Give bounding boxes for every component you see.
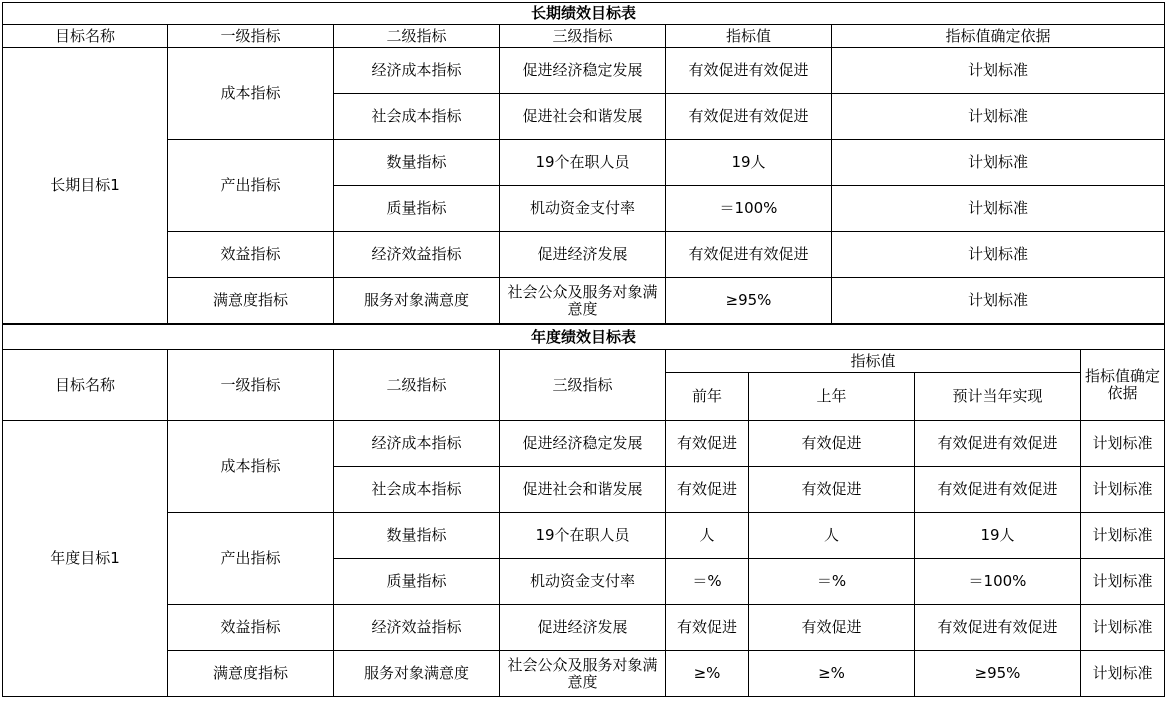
level3-cell: 机动资金支付率 — [500, 186, 666, 232]
last-year-cell: 有效促进 — [749, 605, 915, 651]
basis-cell: 计划标准 — [1081, 421, 1165, 467]
level1-cell: 产出指标 — [168, 513, 334, 605]
prev-year-cell: 有效促进 — [666, 605, 749, 651]
level2-cell: 数量指标 — [334, 513, 500, 559]
table-row — [3, 232, 1165, 278]
header-prev-year: 前年 — [666, 373, 749, 421]
level3-cell: 社会公众及服务对象满意度 — [500, 651, 666, 697]
prev-year-cell: 人 — [666, 513, 749, 559]
header-basis: 指标值确定依据 — [832, 25, 1165, 48]
current-year-cell: 有效促进有效促进 — [915, 605, 1081, 651]
level3-cell: 社会公众及服务对象满意度 — [500, 278, 666, 324]
header-level2: 二级指标 — [334, 350, 500, 421]
current-year-cell: 19人 — [915, 513, 1081, 559]
level2-cell: 经济效益指标 — [334, 232, 500, 278]
level1-cell: 满意度指标 — [168, 651, 334, 697]
level2-cell: 质量指标 — [334, 559, 500, 605]
prev-year-cell: 有效促进 — [666, 421, 749, 467]
last-year-cell: ＝% — [749, 559, 915, 605]
header-basis: 指标值确定依据 — [1081, 350, 1165, 421]
level2-cell: 经济成本指标 — [334, 48, 500, 94]
level1-cell: 满意度指标 — [168, 278, 334, 324]
goal-name-cell: 年度目标1 — [3, 421, 168, 697]
basis-cell: 计划标准 — [832, 278, 1165, 324]
level3-cell: 促进社会和谐发展 — [500, 94, 666, 140]
value-cell: 有效促进有效促进 — [666, 232, 832, 278]
table-row — [3, 140, 1165, 186]
header-indicator-value: 指标值 — [666, 25, 832, 48]
last-year-cell: 有效促进 — [749, 421, 915, 467]
level2-cell: 质量指标 — [334, 186, 500, 232]
value-cell: ≥95% — [666, 278, 832, 324]
basis-cell: 计划标准 — [1081, 651, 1165, 697]
header-indicator-value: 指标值 — [666, 350, 1081, 373]
prev-year-cell: 有效促进 — [666, 467, 749, 513]
basis-cell: 计划标准 — [1081, 559, 1165, 605]
level2-cell: 社会成本指标 — [334, 94, 500, 140]
level2-cell: 数量指标 — [334, 140, 500, 186]
level3-cell: 促进经济发展 — [500, 232, 666, 278]
current-year-cell: 有效促进有效促进 — [915, 421, 1081, 467]
table-row — [3, 48, 1165, 94]
last-year-cell: ≥% — [749, 651, 915, 697]
goal-name-cell: 长期目标1 — [3, 48, 168, 324]
header-current-year: 预计当年实现 — [915, 373, 1081, 421]
level1-cell: 产出指标 — [168, 140, 334, 232]
annual-table-title: 年度绩效目标表 — [3, 325, 1165, 350]
basis-cell: 计划标准 — [832, 94, 1165, 140]
prev-year-cell: ＝% — [666, 559, 749, 605]
value-cell: 有效促进有效促进 — [666, 94, 832, 140]
table-row — [3, 513, 1165, 559]
table-row — [3, 278, 1165, 324]
header-level1: 一级指标 — [168, 350, 334, 421]
annual-goal-table — [2, 324, 1165, 697]
header-goal-name: 目标名称 — [3, 25, 168, 48]
level3-cell: 促进社会和谐发展 — [500, 467, 666, 513]
basis-cell: 计划标准 — [1081, 513, 1165, 559]
table-row — [3, 651, 1165, 697]
level2-cell: 服务对象满意度 — [334, 651, 500, 697]
level3-cell: 促进经济稳定发展 — [500, 48, 666, 94]
last-year-cell: 有效促进 — [749, 467, 915, 513]
header-last-year: 上年 — [749, 373, 915, 421]
basis-cell: 计划标准 — [832, 48, 1165, 94]
level1-cell: 效益指标 — [168, 605, 334, 651]
prev-year-cell: ≥% — [666, 651, 749, 697]
table-row — [3, 421, 1165, 467]
long-term-goal-table — [2, 2, 1165, 324]
current-year-cell: ≥95% — [915, 651, 1081, 697]
level3-cell: 促进经济稳定发展 — [500, 421, 666, 467]
current-year-cell: 有效促进有效促进 — [915, 467, 1081, 513]
header-level3: 三级指标 — [500, 350, 666, 421]
basis-cell: 计划标准 — [1081, 467, 1165, 513]
level3-cell: 机动资金支付率 — [500, 559, 666, 605]
level3-cell: 促进经济发展 — [500, 605, 666, 651]
table-row — [3, 605, 1165, 651]
level2-cell: 经济效益指标 — [334, 605, 500, 651]
last-year-cell: 人 — [749, 513, 915, 559]
header-level3: 三级指标 — [500, 25, 666, 48]
header-goal-name: 目标名称 — [3, 350, 168, 421]
basis-cell: 计划标准 — [832, 186, 1165, 232]
basis-cell: 计划标准 — [832, 140, 1165, 186]
level3-cell: 19个在职人员 — [500, 140, 666, 186]
current-year-cell: ＝100% — [915, 559, 1081, 605]
header-level2: 二级指标 — [334, 25, 500, 48]
level2-cell: 社会成本指标 — [334, 467, 500, 513]
value-cell: 19人 — [666, 140, 832, 186]
level2-cell: 服务对象满意度 — [334, 278, 500, 324]
basis-cell: 计划标准 — [832, 232, 1165, 278]
level3-cell: 19个在职人员 — [500, 513, 666, 559]
level2-cell: 经济成本指标 — [334, 421, 500, 467]
header-level1: 一级指标 — [168, 25, 334, 48]
basis-cell: 计划标准 — [1081, 605, 1165, 651]
value-cell: 有效促进有效促进 — [666, 48, 832, 94]
level1-cell: 成本指标 — [168, 48, 334, 140]
level1-cell: 效益指标 — [168, 232, 334, 278]
long-term-table-title: 长期绩效目标表 — [3, 3, 1165, 25]
value-cell: ＝100% — [666, 186, 832, 232]
level1-cell: 成本指标 — [168, 421, 334, 513]
